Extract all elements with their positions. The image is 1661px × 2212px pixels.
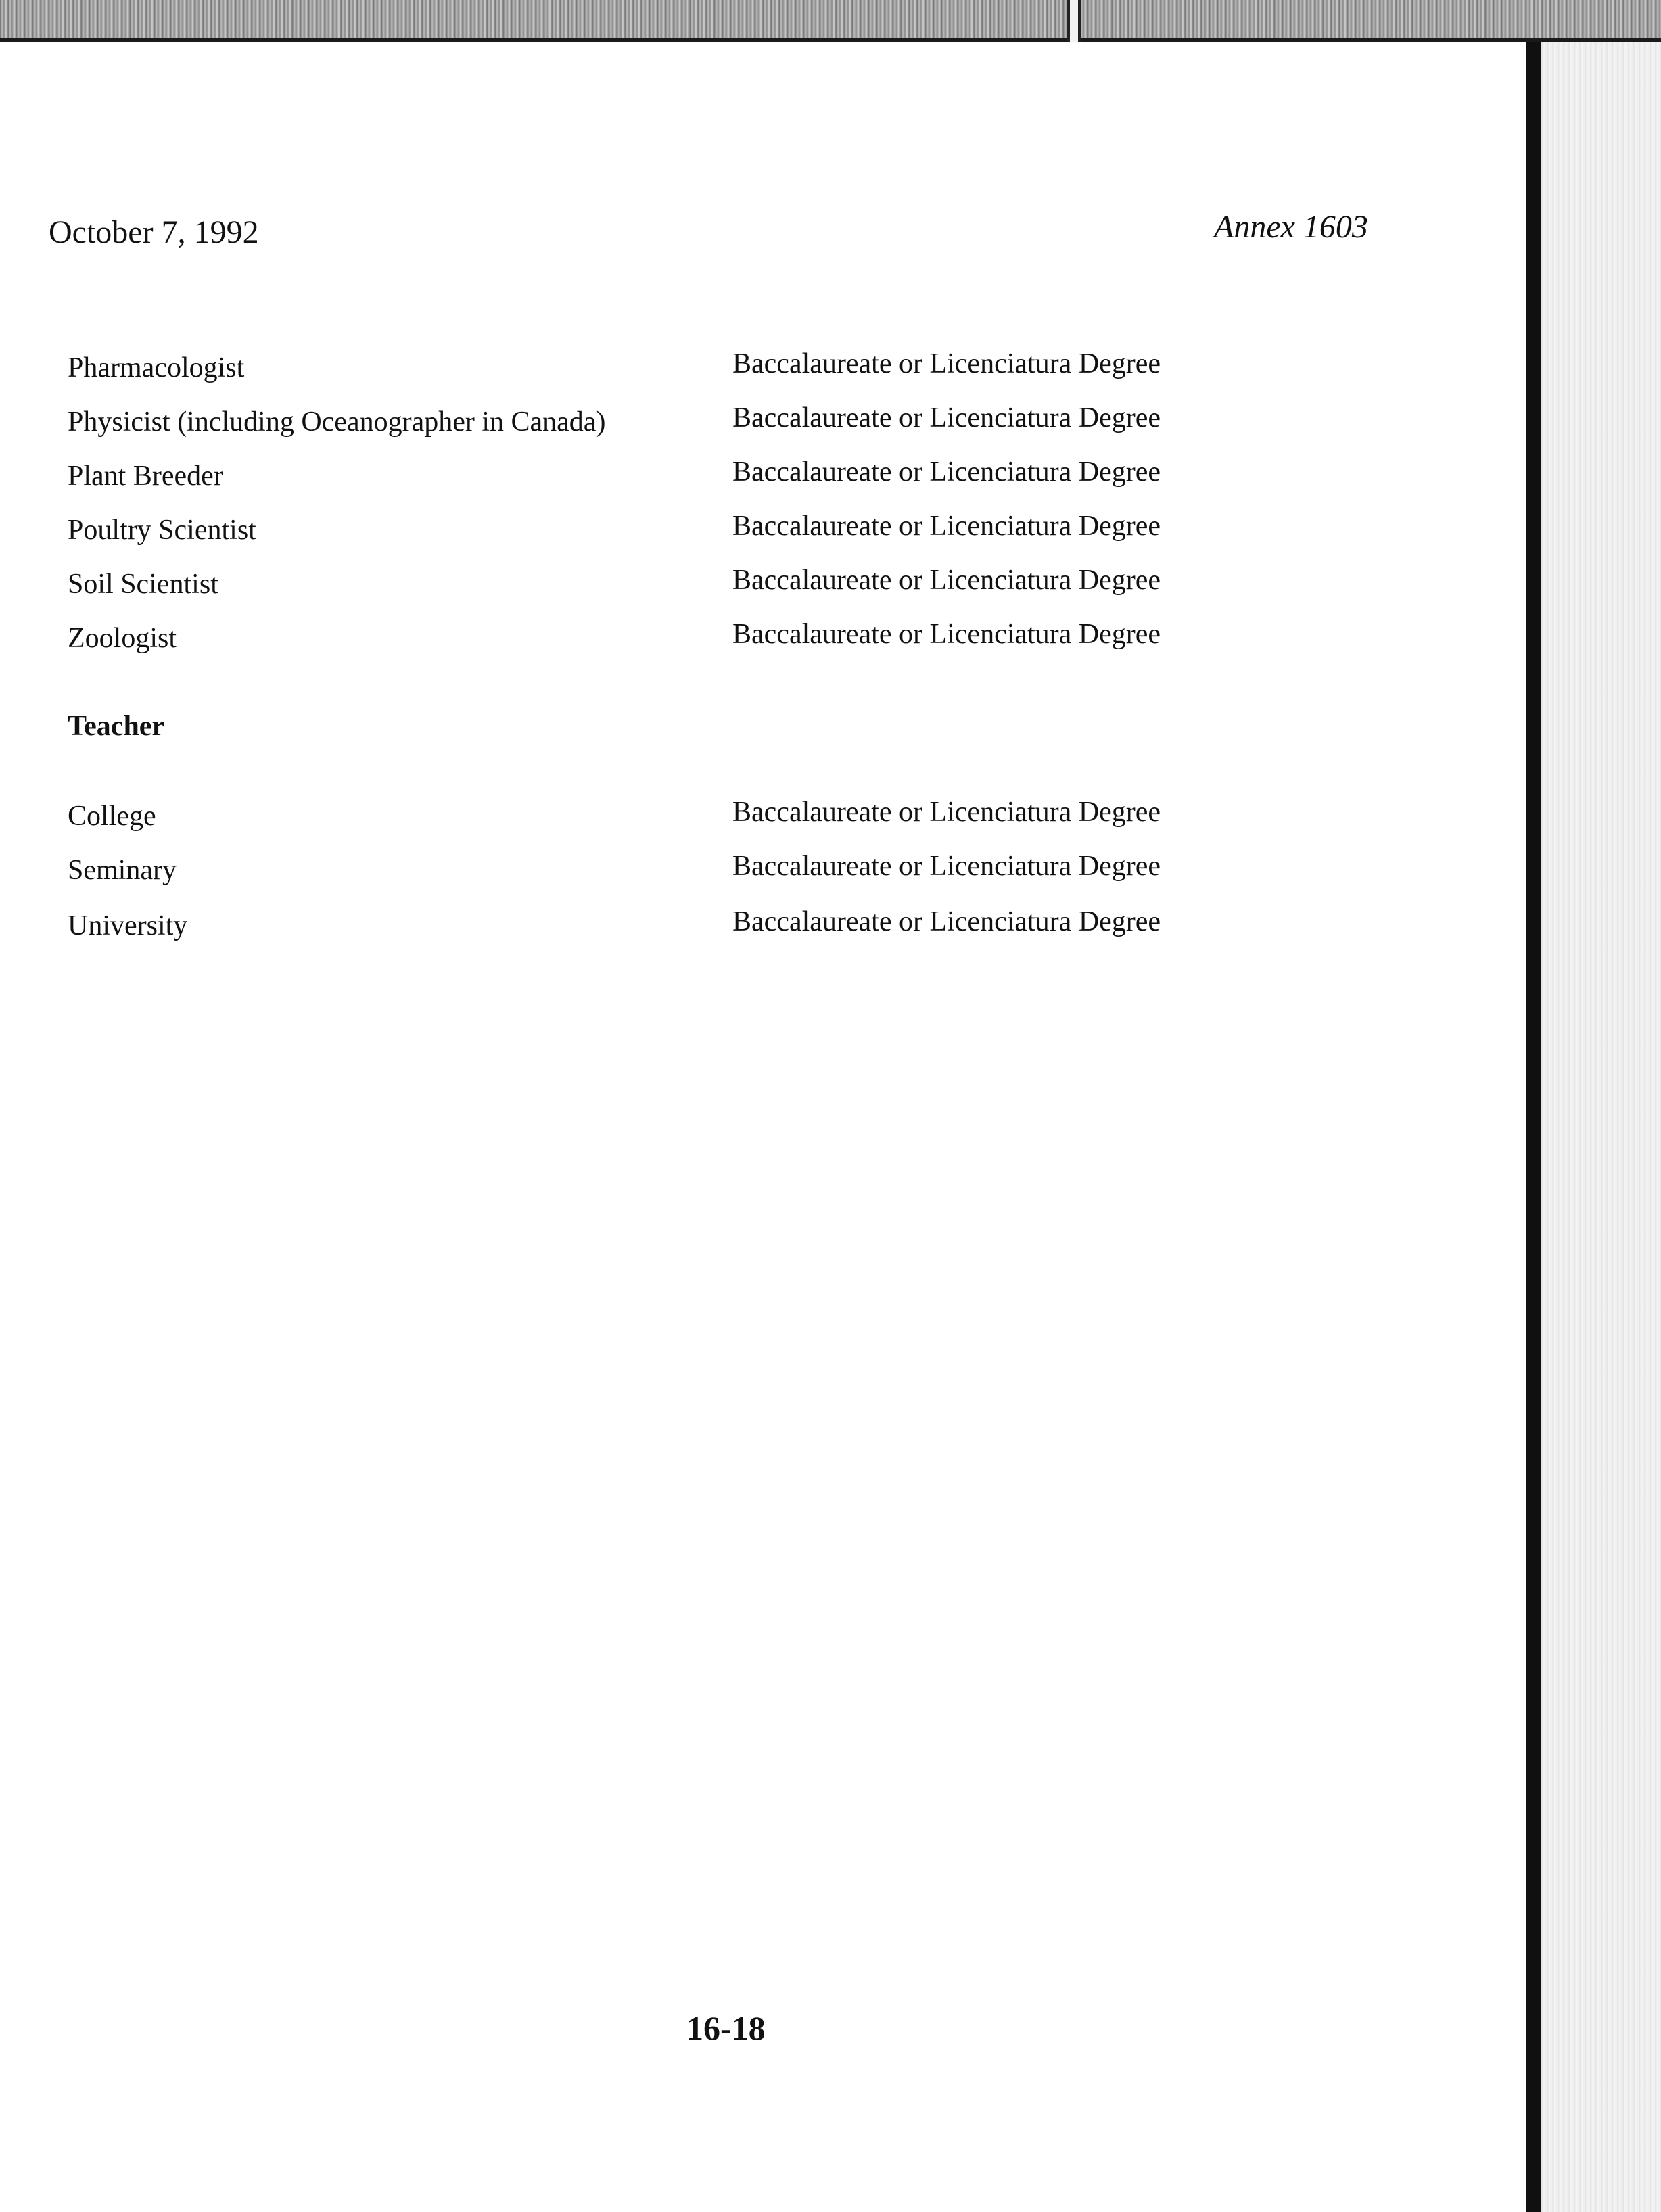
occupation-name: Pharmacologist — [68, 352, 245, 383]
document-date: October 7, 1992 — [49, 214, 259, 250]
table-row — [0, 797, 1526, 841]
degree-requirement: Baccalaureate or Licenciatura Degree — [732, 511, 1161, 542]
scan-top-border — [0, 0, 1661, 42]
scan-border-notch — [1067, 0, 1081, 42]
degree-requirement: Baccalaureate or Licenciatura Degree — [732, 402, 1161, 433]
degree-requirement: Baccalaureate or Licenciatura Degree — [732, 619, 1161, 650]
occupation-name: Seminary — [68, 855, 177, 886]
section-heading: Teacher — [68, 711, 165, 742]
page-gutter — [1541, 42, 1661, 2212]
occupation-name: University — [68, 910, 188, 941]
occupation-name: Plant Breeder — [68, 461, 223, 492]
occupation-name: Physicist (including Oceanographer in Canada) — [68, 406, 606, 438]
degree-requirement: Baccalaureate or Licenciatura Degree — [732, 851, 1161, 882]
table-row — [0, 456, 1526, 500]
occupation-name: Zoologist — [68, 623, 177, 654]
table-row — [0, 619, 1526, 663]
table-row — [0, 906, 1526, 950]
table-row — [0, 511, 1526, 555]
page-number: 16-18 — [686, 2009, 766, 2047]
annex-label: Annex 1603 — [1214, 209, 1368, 245]
table-row — [0, 348, 1526, 392]
occupation-name: Poultry Scientist — [68, 515, 256, 546]
table-row — [0, 565, 1526, 609]
table-row — [0, 402, 1526, 446]
occupation-name: Soil Scientist — [68, 569, 218, 600]
occupation-name: College — [68, 801, 156, 832]
degree-requirement: Baccalaureate or Licenciatura Degree — [732, 797, 1161, 828]
degree-requirement: Baccalaureate or Licenciatura Degree — [732, 906, 1161, 937]
degree-requirement: Baccalaureate or Licenciatura Degree — [732, 456, 1161, 488]
degree-requirement: Baccalaureate or Licenciatura Degree — [732, 348, 1161, 379]
page-binding-edge — [1526, 42, 1541, 2212]
degree-requirement: Baccalaureate or Licenciatura Degree — [732, 565, 1161, 596]
table-row — [0, 851, 1526, 895]
